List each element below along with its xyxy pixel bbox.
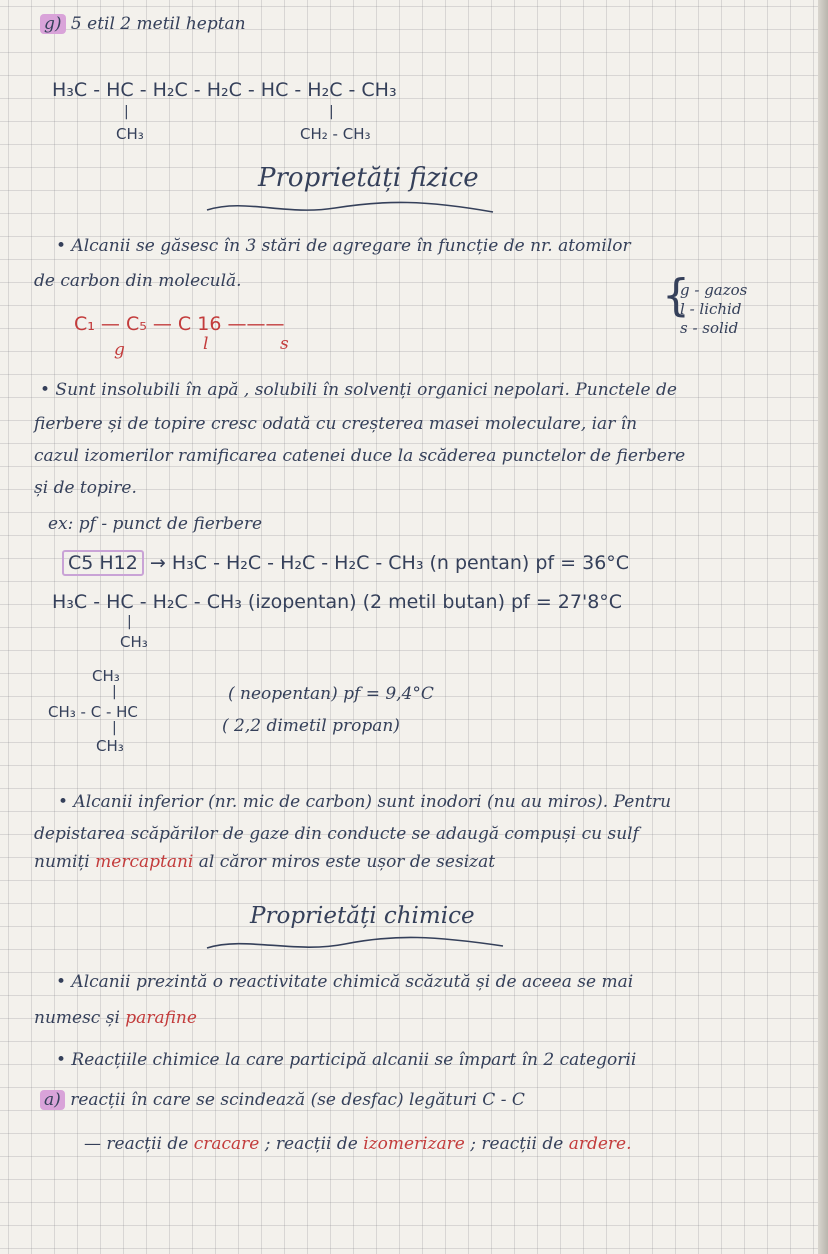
scale-state-g: g <box>114 340 125 360</box>
reaction-text-1: reacții de <box>106 1134 189 1154</box>
physical-p2-line3: cazul izomerilor ramificarea catenei duce la scăderea punctelor de fierbere <box>34 446 686 466</box>
example-line: ex: pf - punct de fierbere <box>48 514 263 534</box>
bond-vertical-5: | <box>112 720 117 736</box>
section-title-chemical: Proprietăți chimice <box>250 903 475 929</box>
main-chain-formula: H₃C - HC - H₂C - H₂C - HC - H₂C - CH₃ <box>52 79 397 101</box>
physical-p2-line1: • Sunt insolubili în apă , solubili în solvenți organici nepolari. Punctele de <box>40 380 677 400</box>
exercise-marker: g) <box>40 14 66 34</box>
p3-line3-end: al căror miros este ușor de sesizat <box>198 852 496 872</box>
physical-p3-line1: • Alcanii inferior (nr. mic de carbon) sunt inodori (nu au miros). Pentru <box>58 792 672 812</box>
isopentane-substituent: CH₃ <box>120 633 148 651</box>
p3-line3-start: numiți <box>34 852 90 872</box>
term-mercaptani: mercaptani <box>95 852 194 872</box>
physical-p3-line2: depistarea scăpărilor de gaze din conducte se adaugă compuși cu sulf <box>34 824 639 844</box>
term-parafine: parafine <box>125 1008 197 1028</box>
n-pentane-formula: → H₃C - H₂C - H₂C - H₂C - CH₃ (n pentan) pf = 36°C <box>149 552 630 574</box>
p1-line2-start: numesc și <box>34 1008 120 1028</box>
state-liquid: l - lichid <box>680 300 742 318</box>
list-dash: — <box>84 1134 101 1154</box>
scale-state-l: l <box>203 334 209 354</box>
physical-p2-line4: și de topire. <box>34 478 137 498</box>
page-edge <box>818 0 828 1254</box>
term-izomerizare: izomerizare <box>363 1134 465 1154</box>
bond-vertical-1: | <box>124 104 129 120</box>
carbon-scale: C₁ — C₅ — C 16 ——— <box>74 313 285 335</box>
brace-icon: { <box>662 270 690 321</box>
isopentane-formula: H₃C - HC - H₂C - CH₃ (izopentan) (2 metil butan) pf = 27'8°C <box>52 591 623 613</box>
formula-box-c5h12: C5 H12 <box>62 550 144 576</box>
pentane-row <box>62 553 629 573</box>
chemical-point-a <box>40 1090 525 1110</box>
substituent-ethyl: CH₂ - CH₃ <box>300 125 371 143</box>
scale-state-s: s <box>280 334 289 354</box>
physical-p1-line2: de carbon din moleculă. <box>34 271 242 291</box>
chemical-p2-line1: • Reacțiile chimice la care participă alcanii se împart în 2 categorii <box>56 1050 637 1070</box>
state-solid: s - solid <box>680 319 739 337</box>
physical-p2-line2: fierbere și de topire cresc odată cu creșterea masei moleculare, iar în <box>34 414 638 434</box>
section-title-physical: Proprietăți fizice <box>258 163 479 193</box>
term-ardere: ardere. <box>568 1134 632 1154</box>
reaction-text-3: ; reacții de <box>470 1134 564 1154</box>
chemical-p1-line1: • Alcanii prezintă o reactivitate chimică scăzută și de aceea se mai <box>56 972 634 992</box>
term-cracare: cracare <box>193 1134 260 1154</box>
title-underline-swirl <box>205 196 495 220</box>
bond-vertical-3: | <box>127 614 132 630</box>
marker-a: a) <box>40 1090 65 1110</box>
neopentane-bottom: CH₃ <box>96 737 124 755</box>
physical-p1-line1: • Alcanii se găsesc în 3 stări de agregare în funcție de nr. atomilor <box>56 236 631 256</box>
title-underline-swirl-2 <box>205 932 505 956</box>
bond-vertical-2: | <box>329 104 334 120</box>
reaction-text-2: ; reacții de <box>264 1134 358 1154</box>
point-a-text: reacții în care se scindează (se desfac) legături C - C <box>70 1090 525 1110</box>
neopentane-name: ( neopentan) pf = 9,4°C <box>228 684 434 704</box>
substituent-methyl: CH₃ <box>116 125 144 143</box>
neopentane-middle: CH₃ - C - HC <box>48 703 138 721</box>
neopentane-iupac: ( 2,2 dimetil propan) <box>222 716 400 736</box>
state-gas: g - gazos <box>680 281 748 299</box>
exercise-heading <box>40 14 246 34</box>
reaction-list <box>84 1134 632 1154</box>
physical-p3-line3 <box>34 852 495 872</box>
neopentane-top: CH₃ <box>92 667 120 685</box>
bond-vertical-4: | <box>112 684 117 700</box>
exercise-name: 5 etil 2 metil heptan <box>70 14 246 34</box>
chemical-p1-line2 <box>34 1008 197 1028</box>
